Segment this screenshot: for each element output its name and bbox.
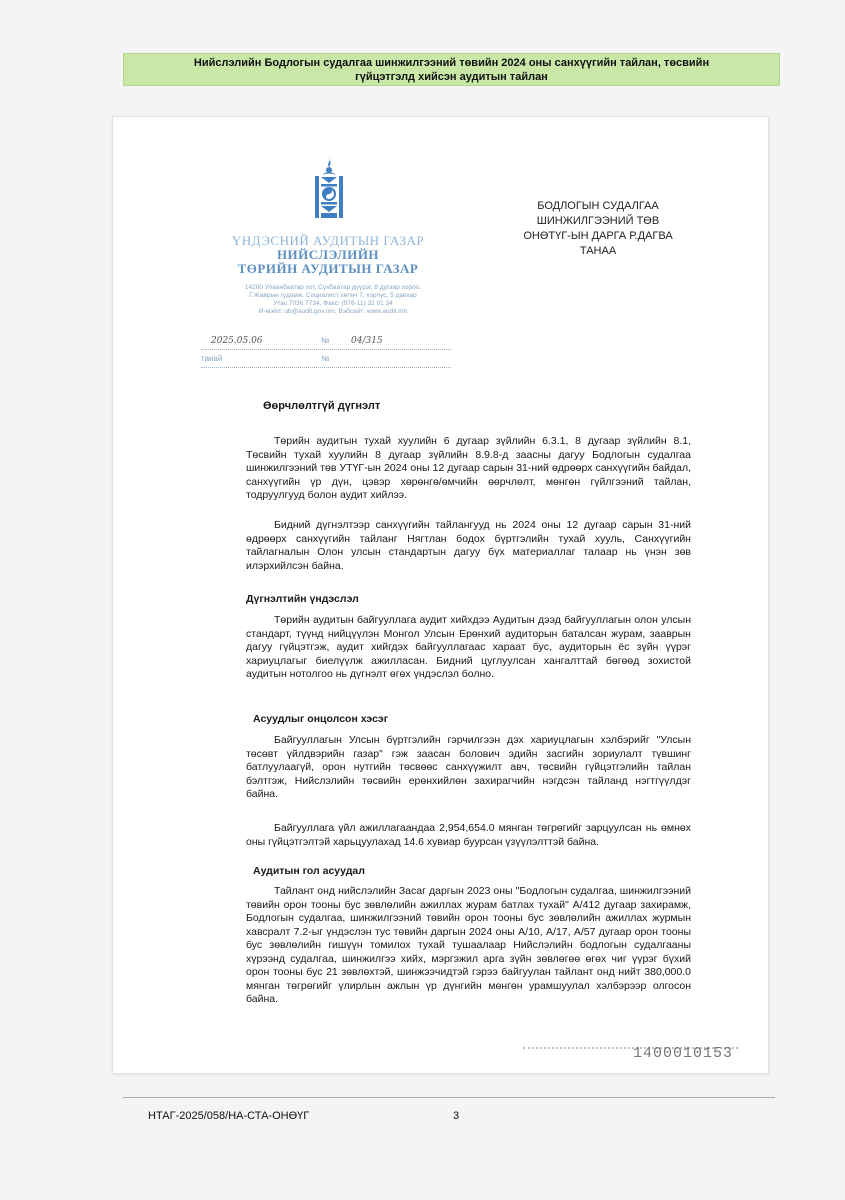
- paragraph-key-audit-matters: Тайлант онд нийслэлийн Засаг даргын 2023 оны "Бодлогын судалгаа, шинжилгээний төвийн орон тооны бус зөвлөлийн ажиллах журам батлах тухай" А/412 дугаар захирамж, Бодлогын судалгаа, шинжилгээний төвийн орон тооны бус зөвлөлийн ажиллах журмын хавсралт 7.2-ыг үндэслэн тус төвийн даргын 2024 оны А/10, А/17, А/57 дугаар орон тооны бус зөвлөлийн гишүүн томилох тухай тушаалаар Нийслэлийн бодлогын судалгааны хүрээнд судалгаа, шинжилгээ хийх, мэргэжил арга зүйн зөвлөгөө өгөх чиг үүрэг бүхий орон тооны бус 21 зөвлөхтэй, шинжээчидтэй гэрээ байгуулан тайлант онд нийт 380,000.0 мянган төгрөгийг үлирлын ажлын үр дүнгийн мөнгөн урамшуулал хэлбэрээр олгосон байна.: [246, 885, 691, 1005]
- banner-line-1: Нийслэлийн Бодлогын судалгаа шинжилгээний төвийн 2024 оны санхүүгийн тайлан, төсвийн: [193, 57, 710, 69]
- footer-report-code: НТАГ-2025/058/НА-СТА-ОНӨҮГ: [148, 1110, 310, 1122]
- date-number-row: [201, 335, 451, 350]
- reply-reference-row: [201, 353, 451, 368]
- org-name-national: ҮНДЭСНИЙ АУДИТЫН ГАЗАР: [231, 233, 425, 248]
- opinion-title: Өөрчлөлтгүй дүгнэлт: [263, 400, 381, 412]
- paragraph-basis: Төрийн аудитын байгууллага аудит хийхдээ Аудитын дээд байгууллагын олон улсын стандарт, түүнд нийцүүлэн Монгол Улсын Ерөнхий аудиторын баталсан журам, зааврын дагуу гүйцэтгэж, аудит хийгдэх байгууллагаас хараат бус, аудиторын ёс зүйн үүрэг хариуцлагыг биелүүлж ажилласан. Бидний цуглуулсан хангалттай бөгөөд зохистой аудитын нотолгоо нь дүгнэлт өгөх үндэслэл болно.: [246, 614, 691, 680]
- heading-emphasis: Асуудлыг онцолсон хэсэг: [253, 713, 389, 725]
- paragraph-emphasis-1: Байгууллагын Улсын бүртгэлийн гэрчилгээн дэх хариуцлагын хэлбэрийг "Улсын төсөвт үйлдвэрийн газар" гэж заасан болович эдийн засгийн зориулалт түвшинг батлуулаагүй, орон нутгийн төсвөөс санхүүжилт авч, төсвийн гүйцэтгэлийн тайлан бэлтгэж, Нийслэлийн төсвийн ерөнхийлөн захирагчийн нэгдсэн тайланд нэгтгүүлдэг байна.: [246, 734, 691, 800]
- org-name-capital: НИЙСЛЭЛИЙН: [276, 247, 380, 262]
- heading-key-audit-matters: Аудитын гол асуудал: [253, 865, 365, 877]
- tanai-number-label: №: [321, 354, 330, 363]
- paragraph-opinion: Бидний дүгнэлтээр санхүүгийн тайлангууд нь 2024 оны 12 дугаар сарын 31-ний өдрөөрх санхүүгийн тайланг Нягтлан бодох бүртгэлийн тухай хууль, Санхүүгийн тайлагналын Олон улсын стандартын дагуу бүх материаллаг талаар нь үнэн зөв илэрхийлсэн байна.: [246, 519, 691, 572]
- handwritten-date: 2025.05.06: [211, 336, 263, 346]
- recipient-line-1: БОДЛОГЫН СУДАЛГАА: [537, 200, 659, 212]
- address-line-1: 14200 Улаанбаатар хот, Сүхбаатар дүүрэг, 8 дугаар хороо,: [244, 284, 422, 291]
- phone-fax-line: Утас:7036 7734, Факс: (976-11) 32 01 34: [273, 300, 393, 307]
- banner-line-2: гүйцэтгэлд хийсэн аудитын тайлан: [355, 71, 548, 83]
- handwritten-number: 04/315: [351, 336, 383, 346]
- tanai-label: танай: [201, 354, 223, 363]
- soyombo-emblem-icon: [309, 155, 349, 225]
- heading-basis: Дүгнэлтийн үндэслэл: [246, 593, 359, 605]
- recipient-line-2: ШИНЖИЛГЭЭНИЙ ТӨВ: [536, 215, 660, 227]
- recipient-block: [503, 199, 693, 259]
- report-title-banner: [123, 53, 780, 86]
- number-label: №: [321, 336, 330, 345]
- recipient-line-3: ОНӨТҮГ-ЫН ДАРГА Р.ДАГВА: [523, 230, 673, 242]
- document-serial-number: 1400010153: [633, 1045, 734, 1062]
- paragraph-emphasis-2: Байгууллага үйл ажиллагаандаа 2,954,654.0 мянган төгрөгийг зарцуулсан нь өмнөх оны гүйцэтгэлтэй харьцуулахад 14.6 хувиар буурсан үзүүлэлттэй байна.: [246, 822, 691, 848]
- recipient-line-4: ТАНАА: [579, 245, 617, 257]
- scanned-letter: [113, 117, 768, 1073]
- footer-divider: [123, 1097, 775, 1098]
- paragraph-scope: Төрийн аудитын тухай хуулийн 6 дугаар зүйлийн 6.3.1, 8 дугаар зүйлийн 8.1, Төсвийн тухай хуулийн 8 дугаар зүйлийн 8.9.8-д заасны дагуу Бодлогын судалгаа шинжилгээний төв УТҮГ-ын 2024 оны 12 дугаар сарын 31-ний өдрөөрх санхүүгийн байдал, санхүүгийн үр дүн, цэвэр хөрөнгө/өмчийн өөрчлөлт, мөнгөн гүйлгээний тайлан, тодруулгууд болон аудит хийлээ.: [246, 435, 691, 501]
- address-line-2: Г.Жаврын гудамж, Социалист хөтөч 7, корпус, 5 давхар: [249, 292, 417, 299]
- page-number: 3: [453, 1110, 460, 1122]
- email-web-line: И-мэйл: ub@audit.gov.mn, Вэбсайт: www.audit.mn: [258, 308, 408, 315]
- org-name-state-audit: ТӨРИЙН АУДИТЫН ГАЗАР: [237, 261, 419, 276]
